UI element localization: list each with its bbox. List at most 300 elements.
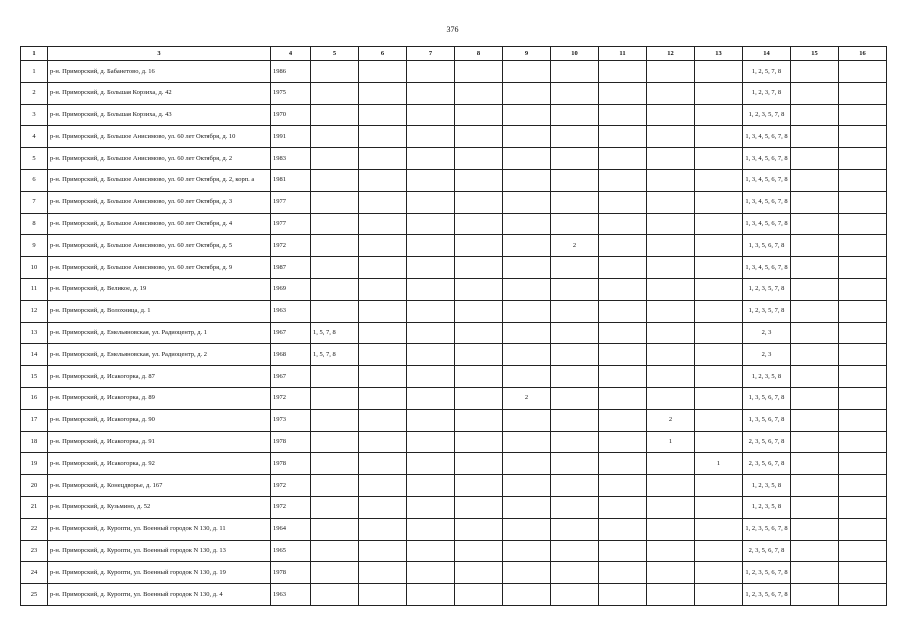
col-10-cell [551,387,599,409]
col-7-cell [407,366,455,388]
col-8-cell [455,322,503,344]
col-6-cell [359,584,407,606]
col-5-cell [311,104,359,126]
row-number-cell: 2 [21,82,48,104]
year-cell: 1978 [271,453,311,475]
table-row [21,540,887,562]
column-header: 9 [503,47,551,61]
col-15-cell [791,322,839,344]
col-7-cell [407,453,455,475]
col-10-cell [551,496,599,518]
address-cell: р-н. Приморский, д. Большое Анисимово, ул. 60 лет Октября, д. 3 [48,191,271,213]
col-15-cell [791,104,839,126]
row-number-cell: 9 [21,235,48,257]
col-7-cell [407,518,455,540]
col-8-cell [455,300,503,322]
col-16-cell [839,213,887,235]
col-16-cell [839,322,887,344]
col-8-cell [455,169,503,191]
col-13-cell: 1 [695,453,743,475]
col-7-cell [407,300,455,322]
row-number-cell: 25 [21,584,48,606]
col-13-cell [695,82,743,104]
col-15-cell [791,300,839,322]
col-13-cell [695,475,743,497]
col-14-cell: 1, 2, 3, 5, 6, 7, 8 [743,562,791,584]
col-9-cell [503,257,551,279]
col-13-cell [695,322,743,344]
column-header: 14 [743,47,791,61]
table-row [21,148,887,170]
col-14-cell: 1, 2, 3, 7, 8 [743,82,791,104]
col-7-cell [407,169,455,191]
col-6-cell [359,148,407,170]
col-8-cell [455,82,503,104]
col-5-cell [311,496,359,518]
col-11-cell [599,431,647,453]
col-12-cell [647,387,695,409]
col-15-cell [791,82,839,104]
col-9-cell [503,344,551,366]
address-cell: р-н. Приморский, д. Исакогорка, д. 89 [48,387,271,409]
col-15-cell [791,475,839,497]
row-number-cell: 10 [21,257,48,279]
col-16-cell [839,148,887,170]
col-10-cell [551,126,599,148]
year-cell: 1969 [271,278,311,300]
col-5-cell [311,584,359,606]
table-row [21,431,887,453]
col-7-cell [407,235,455,257]
col-11-cell [599,61,647,83]
col-14-cell: 1, 2, 3, 5, 6, 7, 8 [743,584,791,606]
table-row [21,257,887,279]
col-6-cell [359,61,407,83]
col-10-cell [551,104,599,126]
col-11-cell [599,257,647,279]
col-15-cell [791,431,839,453]
col-15-cell [791,518,839,540]
col-15-cell [791,126,839,148]
table-row [21,584,887,606]
col-13-cell [695,366,743,388]
col-11-cell [599,213,647,235]
col-14-cell: 1, 2, 3, 5, 8 [743,496,791,518]
col-13-cell [695,235,743,257]
col-8-cell [455,278,503,300]
col-12-cell [647,584,695,606]
col-15-cell [791,61,839,83]
row-number-cell: 13 [21,322,48,344]
address-cell: р-н. Приморский, д. Бабанетово, д. 16 [48,61,271,83]
col-12-cell [647,344,695,366]
col-14-cell: 1, 2, 3, 5, 8 [743,366,791,388]
col-13-cell [695,104,743,126]
col-16-cell [839,366,887,388]
col-15-cell [791,584,839,606]
col-11-cell [599,191,647,213]
col-11-cell [599,409,647,431]
col-5-cell [311,235,359,257]
col-9-cell [503,278,551,300]
col-5-cell [311,191,359,213]
row-number-cell: 18 [21,431,48,453]
column-header: 6 [359,47,407,61]
col-6-cell [359,300,407,322]
col-6-cell [359,475,407,497]
col-12-cell [647,453,695,475]
address-cell: р-н. Приморский, д. Большая Корзиха, д. 42 [48,82,271,104]
col-13-cell [695,257,743,279]
year-cell: 1970 [271,104,311,126]
col-6-cell [359,518,407,540]
col-11-cell [599,82,647,104]
col-10-cell: 2 [551,235,599,257]
col-14-cell: 2, 3 [743,344,791,366]
col-15-cell [791,257,839,279]
col-15-cell [791,191,839,213]
col-12-cell [647,148,695,170]
col-14-cell: 1, 3, 4, 5, 6, 7, 8 [743,213,791,235]
col-10-cell [551,278,599,300]
year-cell: 1972 [271,496,311,518]
col-13-cell [695,496,743,518]
col-7-cell [407,82,455,104]
col-13-cell [695,126,743,148]
col-16-cell [839,235,887,257]
col-11-cell [599,540,647,562]
table-row [21,82,887,104]
col-8-cell [455,366,503,388]
col-7-cell [407,431,455,453]
page-number: 376 [446,25,459,34]
col-14-cell: 1, 3, 5, 6, 7, 8 [743,235,791,257]
col-15-cell [791,453,839,475]
col-16-cell [839,409,887,431]
col-7-cell [407,104,455,126]
col-10-cell [551,540,599,562]
col-11-cell [599,169,647,191]
col-16-cell [839,496,887,518]
col-5-cell [311,562,359,584]
col-7-cell [407,213,455,235]
table-row [21,278,887,300]
col-11-cell [599,126,647,148]
column-header: 10 [551,47,599,61]
col-7-cell [407,257,455,279]
col-5-cell: 1, 5, 7, 8 [311,344,359,366]
year-cell: 1972 [271,235,311,257]
col-5-cell [311,213,359,235]
col-13-cell [695,584,743,606]
column-header: 3 [48,47,271,61]
col-5-cell [311,366,359,388]
column-header: 16 [839,47,887,61]
col-10-cell [551,300,599,322]
address-cell: р-н. Приморский, д. Исакогорка, д. 92 [48,453,271,475]
address-cell: р-н. Приморский, д. Большое Анисимово, ул. 60 лет Октября, д. 2, корп. а [48,169,271,191]
year-cell: 1991 [271,126,311,148]
row-number-cell: 3 [21,104,48,126]
address-cell: р-н. Приморский, д. Исакогорка, д. 90 [48,409,271,431]
col-10-cell [551,344,599,366]
address-cell: р-н. Приморский, д. Емельяновская, ул. Радиоцентр, д. 1 [48,322,271,344]
column-header: 4 [271,47,311,61]
col-12-cell [647,82,695,104]
table-row [21,409,887,431]
col-9-cell [503,322,551,344]
col-11-cell [599,518,647,540]
row-number-cell: 11 [21,278,48,300]
row-number-cell: 7 [21,191,48,213]
col-9-cell [503,169,551,191]
col-8-cell [455,191,503,213]
col-13-cell [695,387,743,409]
col-15-cell [791,366,839,388]
col-9-cell [503,409,551,431]
col-12-cell [647,104,695,126]
col-11-cell [599,344,647,366]
year-cell: 1968 [271,344,311,366]
col-12-cell [647,191,695,213]
address-cell: р-н. Приморский, д. Большая Корзиха, д. 43 [48,104,271,126]
col-16-cell [839,387,887,409]
col-13-cell [695,278,743,300]
col-15-cell [791,540,839,562]
col-14-cell: 1, 2, 3, 5, 7, 8 [743,300,791,322]
year-cell: 1978 [271,562,311,584]
col-14-cell: 2, 3 [743,322,791,344]
col-14-cell: 1, 3, 5, 6, 7, 8 [743,387,791,409]
data-table [20,46,887,606]
year-cell: 1978 [271,431,311,453]
table-row [21,322,887,344]
col-12-cell [647,169,695,191]
col-9-cell [503,366,551,388]
col-8-cell [455,61,503,83]
col-13-cell [695,518,743,540]
col-16-cell [839,584,887,606]
col-11-cell [599,387,647,409]
col-10-cell [551,169,599,191]
col-11-cell [599,562,647,584]
col-9-cell [503,191,551,213]
col-11-cell [599,235,647,257]
col-11-cell [599,496,647,518]
col-5-cell [311,257,359,279]
table-row [21,213,887,235]
year-cell: 1965 [271,540,311,562]
col-10-cell [551,562,599,584]
year-cell: 1964 [271,518,311,540]
year-cell: 1967 [271,366,311,388]
col-16-cell [839,453,887,475]
col-9-cell [503,213,551,235]
col-7-cell [407,148,455,170]
row-number-cell: 20 [21,475,48,497]
table-row [21,475,887,497]
col-16-cell [839,278,887,300]
table-row [21,104,887,126]
col-5-cell [311,475,359,497]
col-15-cell [791,169,839,191]
col-5-cell [311,453,359,475]
col-9-cell [503,518,551,540]
col-16-cell [839,257,887,279]
col-8-cell [455,104,503,126]
col-9-cell [503,104,551,126]
address-cell: р-н. Приморский, д. Большое Анисимово, ул. 60 лет Октября, д. 10 [48,126,271,148]
col-8-cell [455,409,503,431]
col-16-cell [839,344,887,366]
col-8-cell [455,431,503,453]
col-7-cell [407,562,455,584]
col-6-cell [359,562,407,584]
col-5-cell [311,82,359,104]
year-cell: 1967 [271,322,311,344]
table-row [21,453,887,475]
col-14-cell: 1, 2, 5, 7, 8 [743,61,791,83]
table-row [21,366,887,388]
col-5-cell [311,169,359,191]
row-number-cell: 17 [21,409,48,431]
col-13-cell [695,191,743,213]
col-7-cell [407,409,455,431]
row-number-cell: 16 [21,387,48,409]
col-12-cell: 1 [647,431,695,453]
col-11-cell [599,278,647,300]
col-15-cell [791,278,839,300]
table-row [21,300,887,322]
col-6-cell [359,82,407,104]
col-8-cell [455,496,503,518]
year-cell: 1977 [271,213,311,235]
col-10-cell [551,366,599,388]
address-cell: р-н. Приморский, д. Конецдворье, д. 167 [48,475,271,497]
col-16-cell [839,82,887,104]
col-11-cell [599,322,647,344]
col-5-cell [311,278,359,300]
column-header: 12 [647,47,695,61]
col-5-cell [311,540,359,562]
address-cell: р-н. Приморский, д. Куропти, ул. Военный городок N 130, д. 4 [48,584,271,606]
table-row [21,496,887,518]
col-8-cell [455,235,503,257]
col-14-cell: 1, 3, 4, 5, 6, 7, 8 [743,257,791,279]
col-13-cell [695,213,743,235]
col-7-cell [407,191,455,213]
col-10-cell [551,409,599,431]
table-row [21,235,887,257]
col-7-cell [407,496,455,518]
col-10-cell [551,431,599,453]
table-row [21,518,887,540]
column-header: 7 [407,47,455,61]
address-cell: р-н. Приморский, д. Куропти, ул. Военный городок N 130, д. 13 [48,540,271,562]
col-12-cell [647,300,695,322]
col-11-cell [599,475,647,497]
col-5-cell [311,300,359,322]
col-12-cell: 2 [647,409,695,431]
address-cell: р-н. Приморский, д. Емельяновская, ул. Радиоцентр, д. 2 [48,344,271,366]
col-16-cell [839,300,887,322]
col-9-cell [503,584,551,606]
col-14-cell: 1, 2, 3, 5, 7, 8 [743,104,791,126]
column-header: 11 [599,47,647,61]
column-header: 13 [695,47,743,61]
col-5-cell [311,409,359,431]
col-6-cell [359,496,407,518]
col-6-cell [359,540,407,562]
col-8-cell [455,453,503,475]
col-6-cell [359,431,407,453]
col-15-cell [791,235,839,257]
row-number-cell: 8 [21,213,48,235]
col-7-cell [407,126,455,148]
col-8-cell [455,344,503,366]
col-5-cell [311,148,359,170]
header-row [21,47,887,61]
table-row [21,562,887,584]
col-16-cell [839,126,887,148]
col-16-cell [839,540,887,562]
row-number-cell: 19 [21,453,48,475]
col-14-cell: 1, 3, 4, 5, 6, 7, 8 [743,169,791,191]
col-8-cell [455,213,503,235]
col-9-cell [503,82,551,104]
col-11-cell [599,453,647,475]
col-15-cell [791,148,839,170]
col-6-cell [359,126,407,148]
col-16-cell [839,104,887,126]
col-10-cell [551,61,599,83]
col-14-cell: 2, 3, 5, 6, 7, 8 [743,431,791,453]
table-row [21,191,887,213]
table-row [21,61,887,83]
col-6-cell [359,213,407,235]
col-6-cell [359,278,407,300]
col-12-cell [647,126,695,148]
table-row [21,126,887,148]
year-cell: 1983 [271,148,311,170]
col-7-cell [407,584,455,606]
col-13-cell [695,540,743,562]
col-16-cell [839,169,887,191]
year-cell: 1972 [271,475,311,497]
col-9-cell [503,540,551,562]
address-cell: р-н. Приморский, д. Кузьмино, д. 52 [48,496,271,518]
col-9-cell: 2 [503,387,551,409]
col-12-cell [647,278,695,300]
col-9-cell [503,431,551,453]
col-6-cell [359,409,407,431]
col-13-cell [695,562,743,584]
col-14-cell: 1, 3, 4, 5, 6, 7, 8 [743,126,791,148]
row-number-cell: 12 [21,300,48,322]
col-6-cell [359,387,407,409]
table-row [21,344,887,366]
row-number-cell: 21 [21,496,48,518]
col-6-cell [359,169,407,191]
column-header: 8 [455,47,503,61]
col-16-cell [839,475,887,497]
col-9-cell [503,300,551,322]
col-14-cell: 1, 2, 3, 5, 8 [743,475,791,497]
col-13-cell [695,300,743,322]
col-13-cell [695,61,743,83]
col-15-cell [791,344,839,366]
col-6-cell [359,104,407,126]
